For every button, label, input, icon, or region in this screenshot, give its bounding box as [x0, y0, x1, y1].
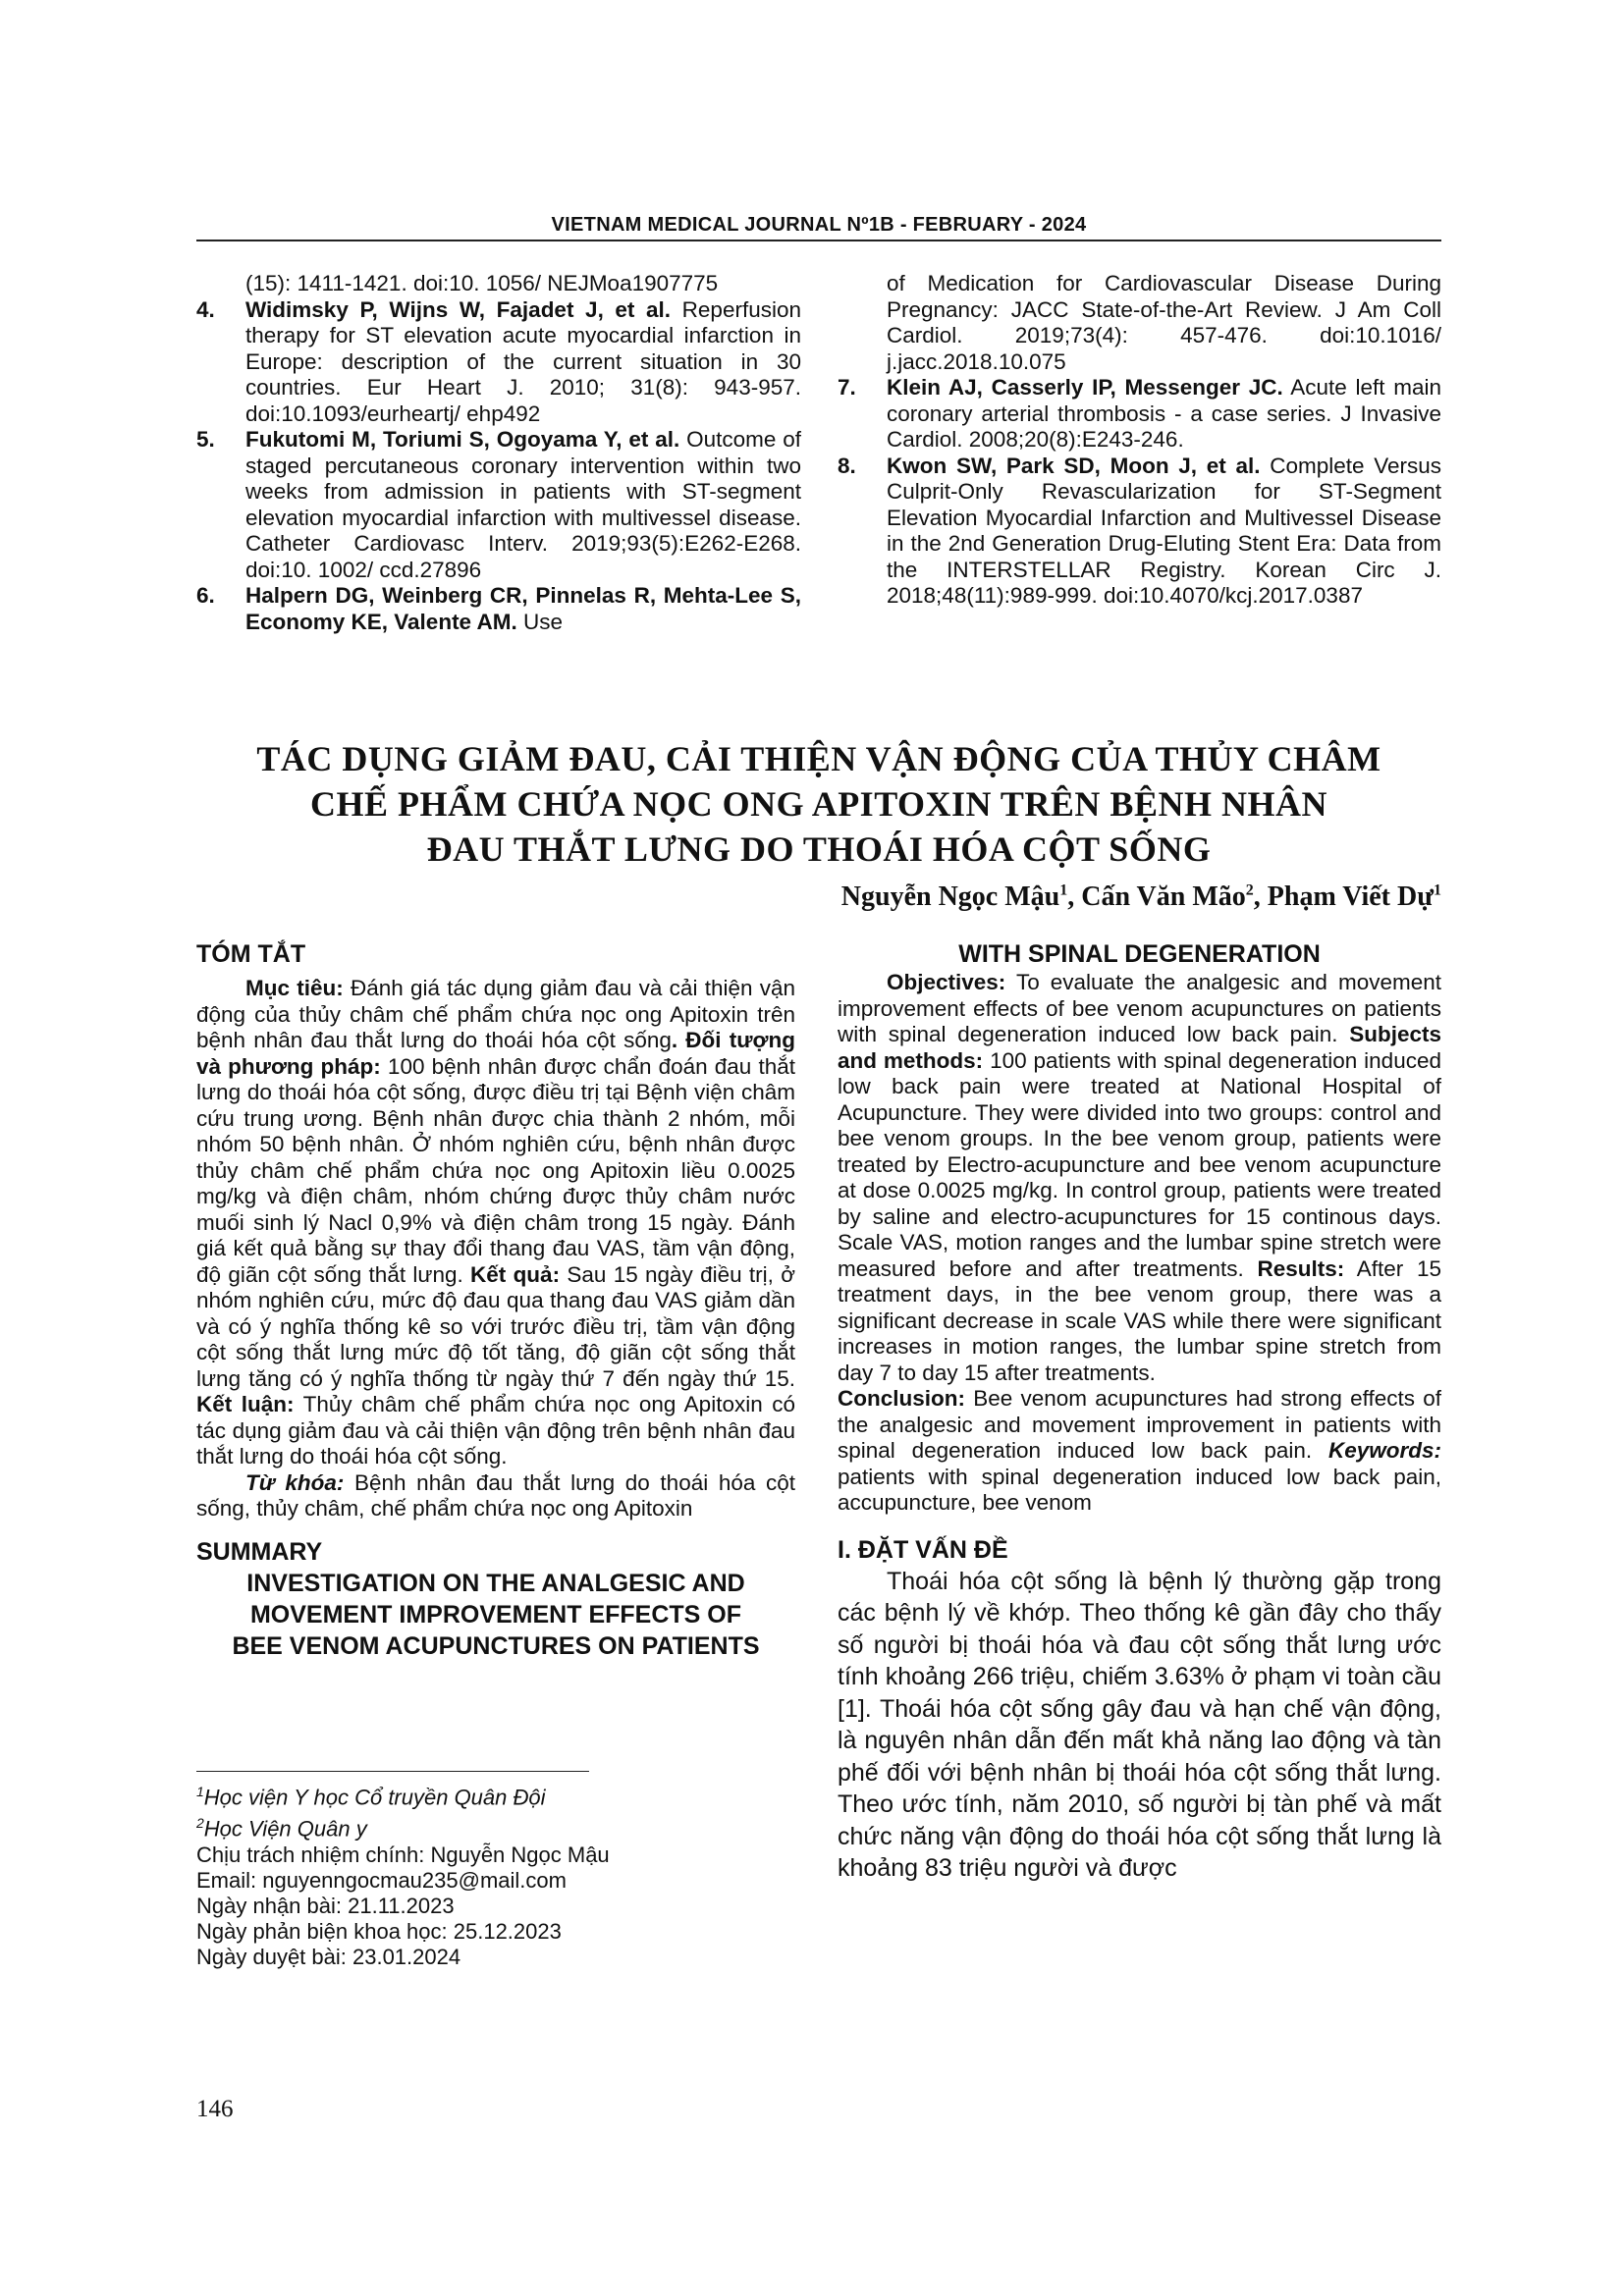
- reference-number: 7.: [838, 375, 856, 400]
- label-results: Kết quả:: [462, 1261, 561, 1287]
- summary-conclusion: [838, 1386, 1441, 1517]
- label-keywords: Keywords:: [1312, 1438, 1441, 1463]
- abstract-vi-body: [196, 976, 795, 1470]
- date-accepted: Ngày duyệt bài: 23.01.2024: [196, 1944, 461, 1969]
- label-results: Results:: [1243, 1255, 1345, 1281]
- abstract-heading-vi: TÓM TẮT: [196, 940, 306, 968]
- label-objective: Mục tiêu:: [245, 976, 344, 1000]
- text-methods: 100 bệnh nhân được chẩn đoán đau thắt lưng do thoái hóa cột sống, được điều trị tại Bệnh viện châm cứu trung ương. Bệnh nhân được chia thành 2 nhóm, mỗi nhóm 50 bệnh nhân. Ở nhóm nghiên cứu, bệnh nhân được thủy châm chế phẩm chứa nọc ong Apitoxin liều 0.0025 mg/kg và điện châm, nhóm chứng được thủy châm nước muối sinh lý Nacl 0,9% và điện châm trong 15 ngày. Đánh giá kết quả bằng sự thay đổi thang đau VAS, tầm vận động, độ giãn cột sống thắt lưng.: [196, 1053, 795, 1287]
- author-name: , Cấn Văn Mão: [1067, 881, 1246, 912]
- running-head: VIETNAM MEDICAL JOURNAL Nº1B - FEBRUARY - 2024: [551, 214, 1087, 236]
- summary-title-line: INVESTIGATION ON THE ANALGESIC AND: [246, 1569, 745, 1597]
- reference-text: Use: [516, 609, 564, 634]
- affiliation-marker: 2: [196, 1815, 204, 1832]
- text-results: Sau 15 ngày điều trị, ở nhóm nghiên cứu, mức độ đau qua thang đau VAS giảm dần và có ý nghĩa thống kê so với trước điều trị, tầm vận động cột sống thắt lưng mức độ tốt tăng, độ giãn cột sống thắt lưng tăng có ý nghĩa thống từ ngày thứ 7 đến ngày thứ 15.: [196, 1261, 795, 1391]
- reference-continuation: of Medication for Cardiovascular Disease During Pregnancy: JACC State-of-the-Art Review. J Am Coll Cardiol. 2019;73(4): 457-476. doi:10.1016/ j.jacc.2018.10.075: [887, 271, 1441, 374]
- intro-paragraph: Thoái hóa cột sống là bệnh lý thường gặp trong các bệnh lý về khớp. Theo thống kê gần đây cho thấy số người bị thoái hóa và đau cột sống thắt lưng ước tính khoảng 266 triệu, chiếm 3.63% ở phạm vi toàn cầu [1]. Thoái hóa cột sống gây đau và hạn chế vận động, là nguyên nhân dẫn đến mất khả năng lao động và tàn phế đối với bệnh nhân bị thoái hóa cột sống thắt lưng. Theo ước tính, năm 2010, số người bị tàn phế và mất chức năng vận động do thoái hóa cột sống thắt lưng là khoảng 83 triệu người và được: [838, 1567, 1441, 1882]
- label-methods: . Đối tượng và phương pháp:: [196, 1028, 795, 1079]
- title-line: TÁC DỤNG GIẢM ĐAU, CẢI THIỆN VẬN ĐỘNG CỦA THỦY CHÂM: [256, 739, 1381, 778]
- label-methods: Subjects and methods:: [838, 1022, 1441, 1073]
- affiliation-text: Học Viện Quân y: [203, 1816, 367, 1842]
- affiliation-2: [196, 1810, 795, 1842]
- text-keywords: patients with spinal degeneration induced low back pain, accupuncture, bee venom: [838, 1464, 1441, 1515]
- title-line: ĐAU THẮT LƯNG DO THOÁI HÓA CỘT SỐNG: [426, 829, 1212, 869]
- reference-item-7: [838, 375, 1441, 454]
- responsible-author: Chịu trách nhiệm chính: Nguyễn Ngọc Mậu: [196, 1842, 610, 1867]
- header-rule: [196, 240, 1441, 241]
- text-conclusion: Thủy châm chế phẩm chứa nọc ong Apitoxin có tác dụng giảm đau và cải thiện vận động trên bệnh nhân đau thắt lưng do thoái hóa cột sống.: [196, 1392, 795, 1468]
- affiliation-text: Học viện Y học Cổ truyền Quân Đội: [203, 1785, 546, 1810]
- author-name: Nguyễn Ngọc Mậu: [840, 881, 1060, 912]
- text-keywords: Bệnh nhân đau thắt lưng do thoái hóa cột sống, thủy châm, chế phẩm chứa nọc ong Apitoxin: [196, 1469, 795, 1521]
- author-name: , Phạm Viết Dự: [1253, 881, 1434, 912]
- affiliation-marker: 2: [1245, 881, 1254, 899]
- reference-text: Outcome of staged percutaneous coronary intervention within two weeks from admission in patients with ST-segment elevation myocardial infarction with multivessel disease. Catheter Cardiovasc Interv. 2019;93(5):E262-E268. doi:10. 1002/ ccd.27896: [245, 427, 801, 582]
- references-right-column: [838, 271, 1441, 610]
- reference-text: Reperfusion therapy for ST elevation acute myocardial infarction in Europe: description of the current situation in 30 countries. Eur Heart J. 2010; 31(8): 943-957. doi:10.1093/eurheartj/ ehp492: [245, 296, 801, 426]
- date-reviewed: Ngày phản biện khoa học: 25.12.2023: [196, 1918, 562, 1944]
- reference-authors: Fukutomi M, Toriumi S, Ogoyama Y, et al.: [245, 427, 680, 452]
- reference-text: Complete Versus Culprit-Only Revascularization for ST-Segment Elevation Myocardial Infarction and Multivessel Disease in the 2nd Generation Drug-Eluting Stent Era: Data from the INTERSTELLAR Registry. Korean Circ J. 2018;48(11):989-999. doi:10.4070/kcj.2017.0387: [887, 453, 1441, 608]
- author-list: [841, 881, 1441, 913]
- summary-title-line: WITH SPINAL DEGENERATION: [958, 940, 1321, 968]
- date-received: Ngày nhận bài: 21.11.2023: [196, 1893, 455, 1918]
- text-results: After 15 treatment days, in the bee venom group, there was a significant decrease in scale VAS while there were significant increases in motion ranges, the lumbar spine stretch from day 7 to day 15 after treatments.: [838, 1255, 1441, 1385]
- reference-item-4: [196, 297, 801, 428]
- label-objectives: Objectives:: [887, 970, 1006, 994]
- references-left-column: [196, 271, 801, 635]
- reference-number: 4.: [196, 296, 215, 322]
- text-methods: 100 patients with spinal degeneration induced low back pain were treated at National Hospital of Acupuncture. They were divided into two groups: control and bee venom groups. In the bee venom group, patients were treated by Electro-acupuncture and bee venom acupuncture at dose 0.0025 mg/kg. In control group, patients were treated by saline and electro-acupunctures for 15 continous days. Scale VAS, motion ranges and the lumbar spine stretch were measured before and after treatments.: [838, 1047, 1441, 1281]
- footnotes: [196, 1779, 795, 1970]
- reference-item-6: [196, 583, 801, 635]
- reference-continuation: (15): 1411-1421. doi:10. 1056/ NEJMoa1907775: [245, 271, 719, 295]
- reference-authors: Kwon SW, Park SD, Moon J, et al.: [887, 453, 1261, 478]
- label-conclusion: Kết luận:: [196, 1392, 295, 1416]
- reference-number: 6.: [196, 583, 215, 608]
- affiliation-marker: 1: [1059, 881, 1068, 899]
- summary-heading: SUMMARY: [196, 1537, 323, 1566]
- reference-authors: Klein AJ, Casserly IP, Messenger JC.: [887, 375, 1283, 400]
- summary-body: [838, 970, 1441, 1386]
- reference-number: 5.: [196, 427, 215, 452]
- title-line: CHẾ PHẨM CHỨA NỌC ONG APITOXIN TRÊN BỆNH NHÂN: [310, 784, 1327, 824]
- author-email: Email: nguyenngocmau235@mail.com: [196, 1867, 567, 1893]
- affiliation-marker: 1: [1434, 881, 1441, 899]
- label-keywords: Từ khóa:: [245, 1469, 345, 1495]
- reference-number: 8.: [838, 453, 856, 478]
- text-conclusion: Bee venom acupunctures had strong effects of the analgesic and movement improvement in patients with spinal degeneration induced low back pain.: [838, 1386, 1441, 1463]
- abstract-right-column: [838, 938, 1441, 1885]
- label-conclusion: Conclusion:: [838, 1386, 965, 1411]
- reference-authors: Widimsky P, Wijns W, Fajadet J, et al.: [245, 296, 672, 322]
- reference-item-8: [838, 454, 1441, 610]
- affiliation-marker: 1: [196, 1784, 204, 1799]
- reference-item-5: [196, 427, 801, 583]
- abstract-left-column: [196, 938, 795, 1662]
- page-number: 146: [196, 2096, 234, 2122]
- text-objectives: To evaluate the analgesic and movement improvement effects of bee venom acupunctures on patients with spinal degeneration induced low back pain.: [838, 970, 1441, 1046]
- reference-authors: Halpern DG, Weinberg CR, Pinnelas R, Mehta-Lee S, Economy KE, Valente AM.: [245, 583, 801, 634]
- keywords-vi: [196, 1470, 795, 1522]
- summary-title-line: MOVEMENT IMPROVEMENT EFFECTS OF: [249, 1600, 741, 1629]
- text-objective: Đánh giá tác dụng giảm đau và cải thiện vận động của thủy châm chế phẩm chứa nọc ong Apitoxin trên bệnh nhân đau thắt lưng do thoái hóa cột sống: [196, 976, 796, 1052]
- affiliation-1: [196, 1779, 795, 1810]
- reference-text: Acute left main coronary arterial thrombosis - a case series. J Invasive Cardiol. 2008;20(8):E243-246.: [887, 375, 1441, 452]
- article-title: [196, 736, 1441, 872]
- footnote-rule: [196, 1771, 589, 1772]
- summary-title-line: BEE VENOM ACUPUNCTURES ON PATIENTS: [232, 1631, 760, 1660]
- section-heading-intro: I. ĐẶT VẤN ĐỀ: [838, 1535, 1008, 1564]
